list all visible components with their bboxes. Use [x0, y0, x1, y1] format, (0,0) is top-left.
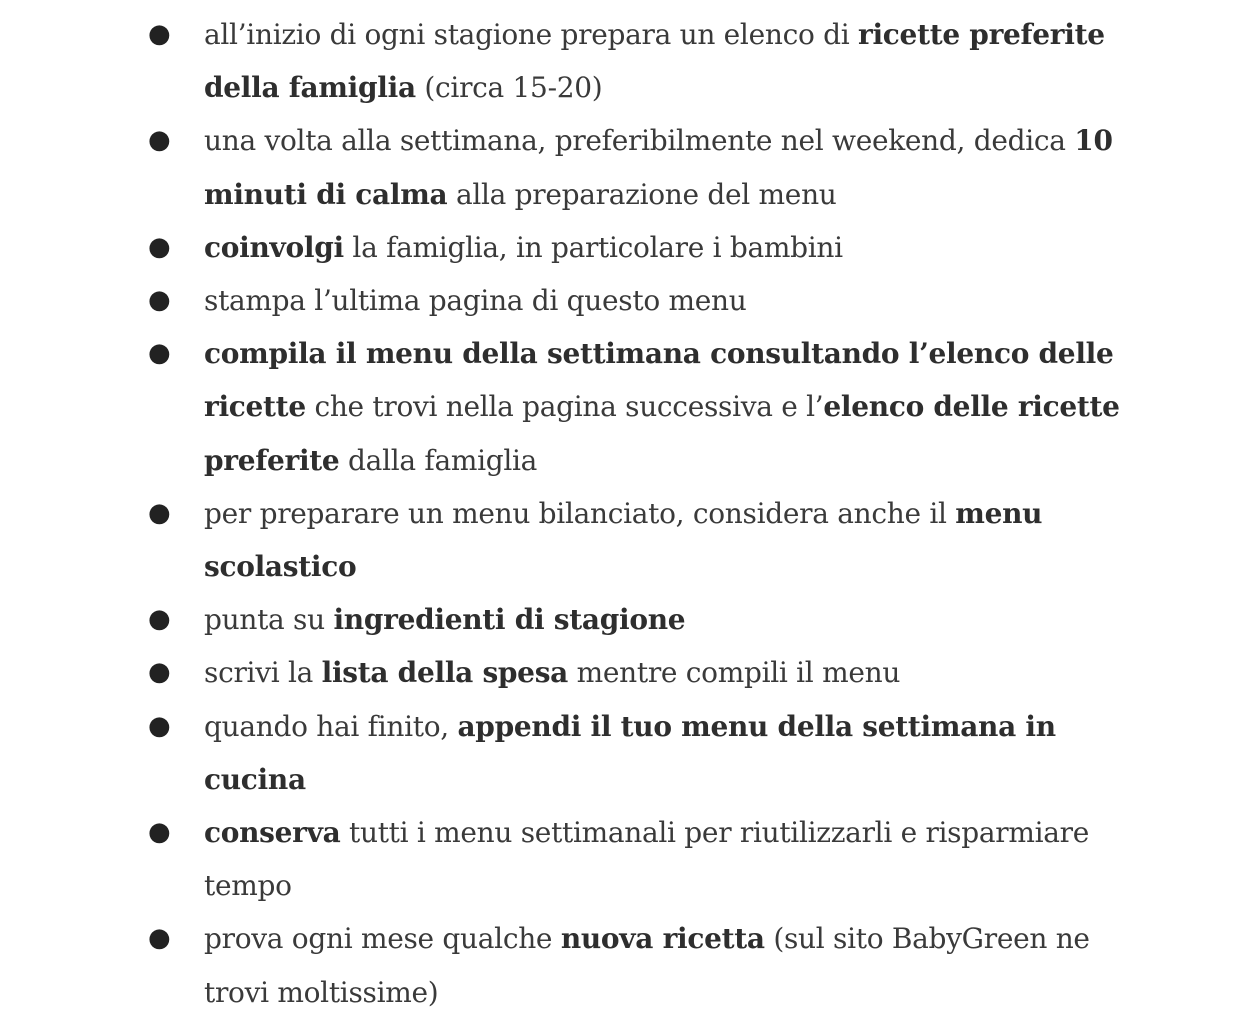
list-item: [0, 114, 1240, 220]
bold-text: compila il menu della settimana consultando l’elenco delle ricette: [204, 337, 1114, 424]
text-segment: alla preparazione del menu: [447, 177, 837, 211]
bullet-icon: ●: [148, 497, 171, 528]
bullet-icon: ●: [148, 604, 171, 635]
text-segment: mentre compili il menu: [568, 656, 901, 690]
bold-text: lista della spesa: [321, 656, 569, 690]
bold-text: nuova ricetta: [560, 922, 765, 956]
text-segment: prova ogni mese qualche: [204, 922, 561, 956]
bold-text: appendi il tuo menu della settimana in cucina: [204, 709, 1056, 796]
tips-bullet-list: [0, 8, 1240, 1019]
bullet-icon: ●: [148, 285, 171, 316]
list-item: [0, 327, 1240, 487]
text-segment: stampa l’ultima pagina di questo menu: [204, 284, 747, 318]
text-segment: quando hai finito,: [204, 709, 458, 743]
bullet-icon: ●: [148, 125, 171, 156]
bullet-icon: ●: [148, 19, 171, 49]
list-item: [0, 274, 1240, 327]
bullet-icon: ●: [148, 231, 171, 262]
bold-text: menu scolastico: [204, 496, 1043, 584]
bold-text: coinvolgi: [204, 230, 344, 264]
text-segment: dalla famiglia: [339, 443, 538, 477]
text-segment: che trovi nella pagina successiva e l’: [305, 390, 824, 424]
text-segment: la famiglia, in particolare i bambini: [343, 230, 843, 264]
list-item: [0, 8, 1240, 114]
bold-text: ricette preferite della famiglia: [204, 18, 1105, 105]
document-page: [0, 8, 1240, 1019]
text-segment: (sul sito BabyGreen ne trovi moltissime): [204, 922, 1090, 1009]
bold-text: elenco delle ricette preferite: [204, 390, 1120, 477]
list-item: [0, 221, 1240, 274]
text-segment: all’inizio di ogni stagione prepara un elenco di: [204, 18, 859, 51]
bold-text: 10 minuti di calma: [204, 124, 1113, 211]
list-item: [0, 700, 1240, 806]
list-item: [0, 646, 1240, 699]
text-segment: scrivi la: [204, 656, 322, 690]
bullet-icon: ●: [148, 657, 171, 688]
text-segment: punta su: [204, 603, 334, 637]
list-item: [0, 912, 1240, 1018]
bullet-icon: ●: [148, 710, 171, 741]
text-segment: (circa 15-20): [415, 71, 603, 105]
list-item: [0, 487, 1240, 593]
bullet-icon: ●: [148, 923, 171, 954]
bullet-icon: ●: [148, 817, 171, 848]
list-item: [0, 593, 1240, 646]
bold-text: ingredienti di stagione: [333, 603, 686, 637]
text-segment: per preparare un menu bilanciato, considera anche il: [204, 496, 956, 530]
text-segment: una volta alla settimana, preferibilmente nel weekend, dedica: [204, 124, 1075, 158]
text-segment: tutti i menu settimanali per riutilizzarli e risparmiare tempo: [204, 816, 1090, 903]
list-item: [0, 806, 1240, 912]
bullet-icon: ●: [148, 338, 171, 369]
bold-text: conserva: [204, 816, 341, 850]
